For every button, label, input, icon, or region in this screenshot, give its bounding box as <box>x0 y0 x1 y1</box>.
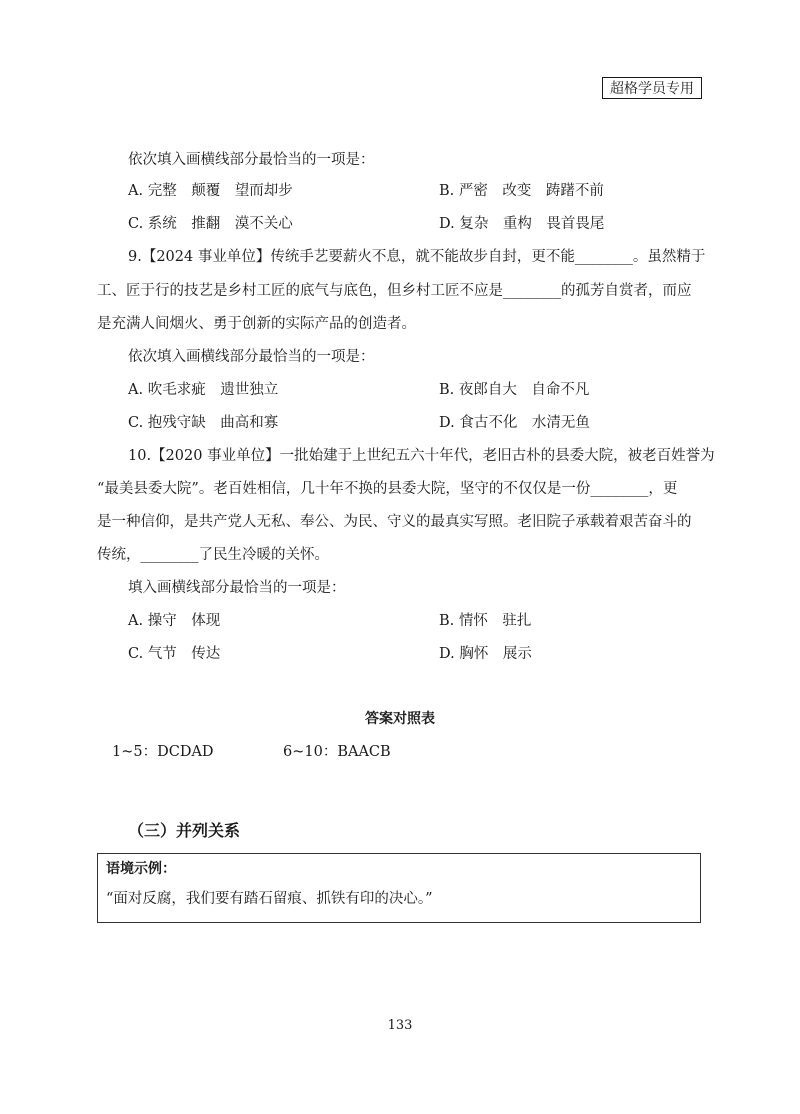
context-example-label: 语境示例： <box>106 861 176 877</box>
q10-option-d: D. 胸怀 展示 <box>439 646 532 662</box>
section-title: （三）并列关系 <box>128 821 241 840</box>
q10-option-b: B. 情怀 驻扎 <box>439 613 532 629</box>
q10-stem-line: 10.【2020 事业单位】一批始建于上世纪五六十年代，老旧古朴的县委大院，被老百姓誉为 <box>128 448 715 464</box>
q10-option-c: C. 气节 传达 <box>128 646 221 662</box>
q9-stem-line: 工、匠于行的技艺是乡村工匠的底气与底色，但乡村工匠不应是________的孤芳自赏者，而应 <box>97 283 692 299</box>
q8-option-c: C. 系统 推翻 漠不关心 <box>128 216 293 232</box>
q9-option-d: D. 食古不化 水清无鱼 <box>439 415 590 431</box>
q10-stem-line: 传统，________了民生冷暖的关怀。 <box>97 547 329 563</box>
q9-option-b: B. 夜郎自大 自命不凡 <box>439 382 590 398</box>
answer-range-1-5: 1~5：DCDAD <box>112 744 214 760</box>
q9-stem-line: 是充满人间烟火、勇于创新的实际产品的创造者。 <box>97 316 416 332</box>
q8-option-b: B. 严密 改变 踌躇不前 <box>439 183 604 199</box>
q10-stem-line: 是一种信仰，是共产党人无私、奉公、为民、守义的最真实写照。老旧院子承载着艰苦奋斗的 <box>97 514 692 530</box>
answer-table-title: 答案对照表 <box>365 711 435 727</box>
context-example-quote: “面对反腐，我们要有踏石留痕、抓铁有印的决心。” <box>106 891 433 907</box>
q8-option-a: A. 完整 颠覆 望而却步 <box>128 183 293 199</box>
member-only-stamp: 超格学员专用 <box>602 77 702 99</box>
answer-range-6-10: 6~10：BAACB <box>283 744 391 760</box>
q10-stem-line: “最美县委大院”。老百姓相信，几十年不换的县委大院，坚守的不仅仅是一份________，更 <box>97 481 678 497</box>
q9-option-a: A. 吹毛求疵 遗世独立 <box>128 382 279 398</box>
q10-prompt: 填入画横线部分最恰当的一项是： <box>128 580 346 596</box>
page-number: 133 <box>387 1018 413 1033</box>
q9-stem-line: 9.【2024 事业单位】传统手艺要薪火不息，就不能故步自封，更不能________。虽然精于 <box>128 249 706 265</box>
q9-prompt: 依次填入画横线部分最恰当的一项是： <box>128 349 375 365</box>
q10-option-a: A. 操守 体现 <box>128 613 221 629</box>
q8-prompt: 依次填入画横线部分最恰当的一项是： <box>128 152 375 168</box>
q8-option-d: D. 复杂 重构 畏首畏尾 <box>439 216 605 232</box>
q9-option-c: C. 抱残守缺 曲高和寡 <box>128 415 279 431</box>
context-example-box <box>97 853 701 923</box>
